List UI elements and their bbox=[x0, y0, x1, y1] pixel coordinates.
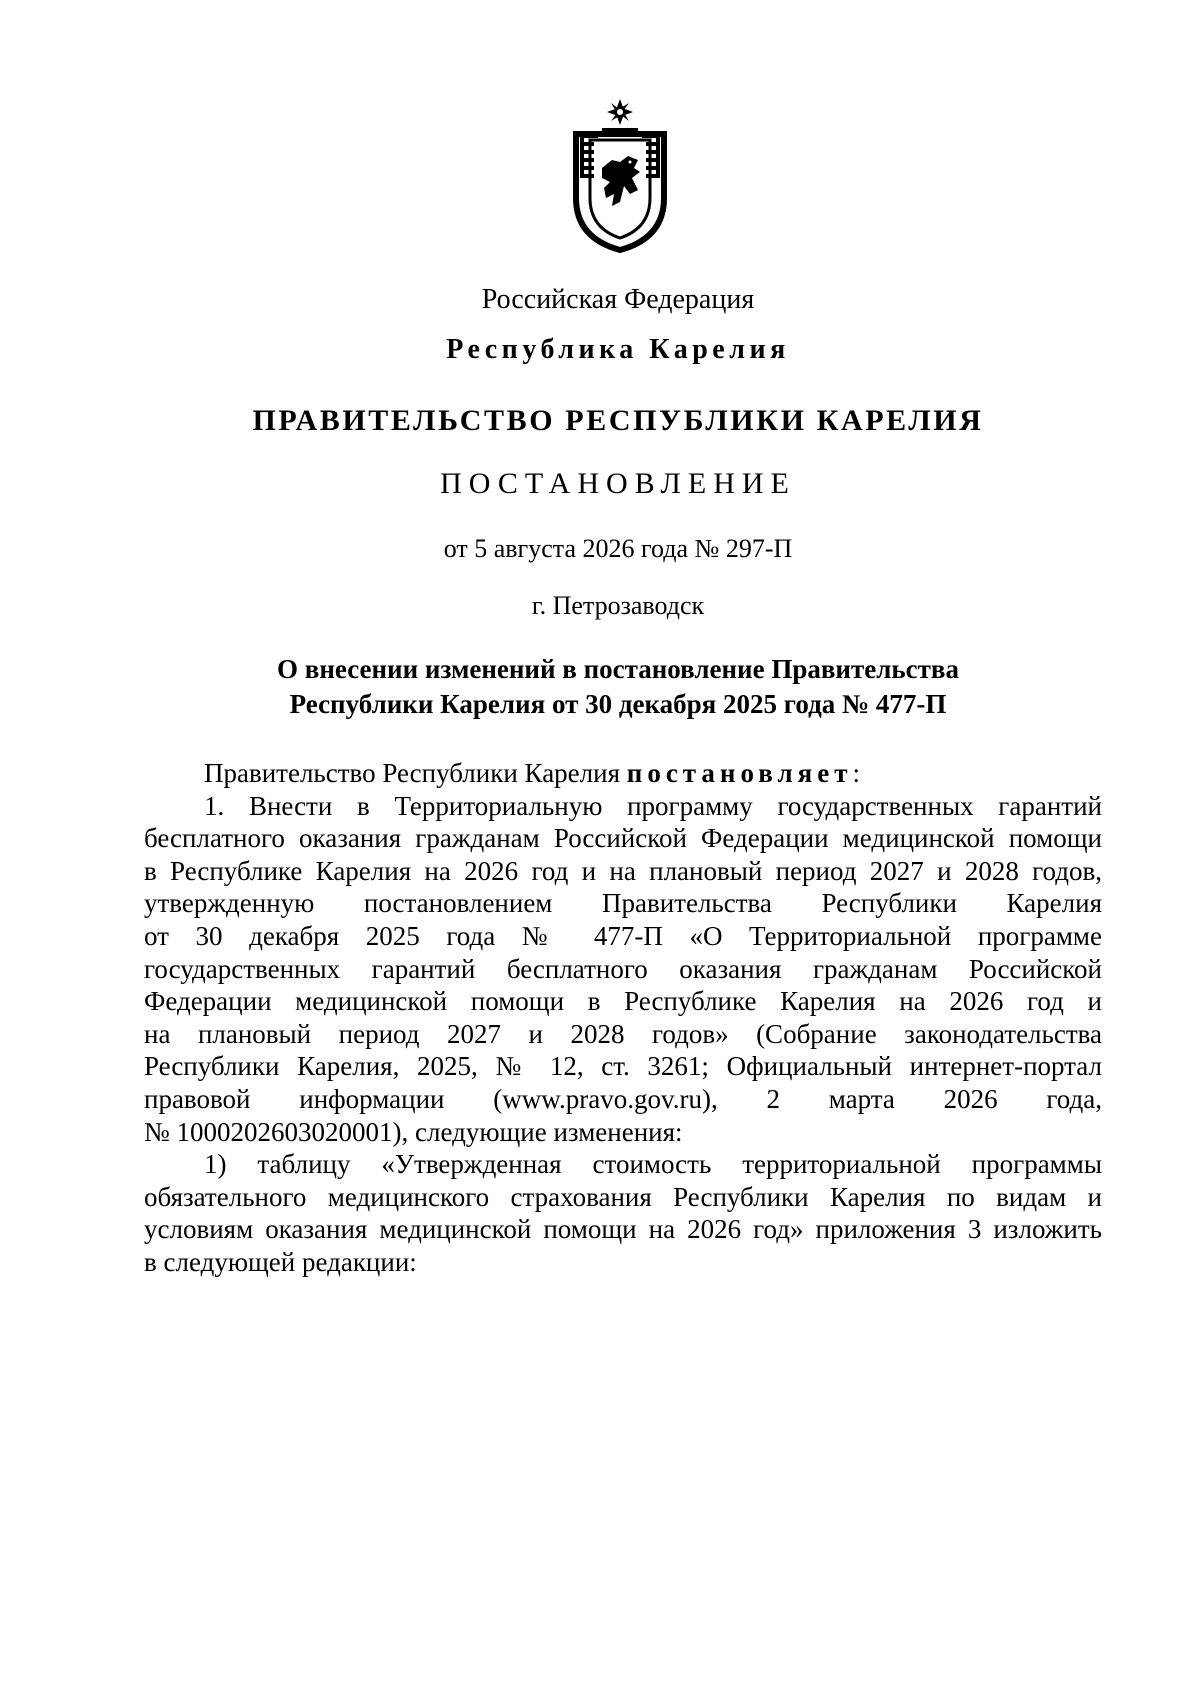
paragraph-line: от 30 декабря 2025 года № 477-П «О Территориальной программе bbox=[144, 920, 1102, 951]
paragraph-line: № 1000202603020001), следующие изменения: bbox=[144, 1116, 683, 1147]
document-subject bbox=[0, 652, 1200, 722]
paragraph-line: правовой информации (www.pravo.gov.ru), 2 марта 2026 года, bbox=[144, 1083, 1102, 1114]
paragraph-line: государственных гарантий бесплатного оказания гражданам Российской bbox=[144, 953, 1102, 984]
document-type: ПОСТАНОВЛЕНИЕ bbox=[440, 467, 796, 500]
karelia-coat-of-arms-icon bbox=[568, 98, 672, 254]
subject-line: Республики Карелия от 30 декабря 2025 года № 477-П bbox=[289, 689, 947, 719]
intro-suffix: : bbox=[852, 758, 861, 788]
paragraph-line: Федерации медицинской помощи в Республике Карелия на 2026 год и bbox=[144, 986, 1102, 1017]
intro-prefix: Правительство Республики Карелия bbox=[204, 758, 627, 788]
intro-verb: постановляет bbox=[626, 758, 853, 788]
paragraph-line: на плановый период 2027 и 2028 годов» (Собрание законодательства bbox=[144, 1018, 1102, 1049]
intro-paragraph bbox=[144, 757, 1102, 790]
paragraph-line: утвержденную постановлением Правительства Республики Карелия bbox=[144, 888, 1102, 919]
republic-name: Республика Карелия bbox=[446, 334, 790, 365]
paragraph-line: 1. Внести в Территориальную программу государственных гарантий bbox=[204, 790, 1102, 821]
subitem-1-paragraph bbox=[144, 1148, 1102, 1278]
document-body bbox=[144, 757, 1102, 1279]
paragraph-line: в Республике Карелия на 2026 год и на плановый период 2027 и 2028 годов, bbox=[144, 855, 1102, 886]
paragraph-line: 1) таблицу «Утвержденная стоимость территориальной программы bbox=[204, 1149, 1102, 1180]
paragraph-line: бесплатного оказания гражданам Российской Федерации медицинской помощи bbox=[144, 823, 1102, 854]
subject-line: О внесении изменений в постановление Правительства bbox=[277, 654, 959, 684]
government-title: ПРАВИТЕЛЬСТВО РЕСПУБЛИКИ КАРЕЛИЯ bbox=[252, 404, 984, 437]
country-name: Российская Федерация bbox=[481, 284, 755, 315]
item-1-paragraph bbox=[144, 790, 1102, 1149]
paragraph-line: условиям оказания медицинской помощи на 2026 год» приложения 3 изложить bbox=[144, 1214, 1102, 1245]
paragraph-line: обязательного медицинского страхования Республики Карелия по видам и bbox=[144, 1181, 1102, 1212]
paragraph-line: Республики Карелия, 2025, № 12, ст. 3261; Официальный интернет-портал bbox=[144, 1051, 1102, 1082]
document-date-number: от 5 августа 2026 года № 297-П bbox=[443, 534, 793, 563]
document-city: г. Петрозаводск bbox=[531, 591, 705, 620]
paragraph-line: в следующей редакции: bbox=[144, 1246, 417, 1277]
